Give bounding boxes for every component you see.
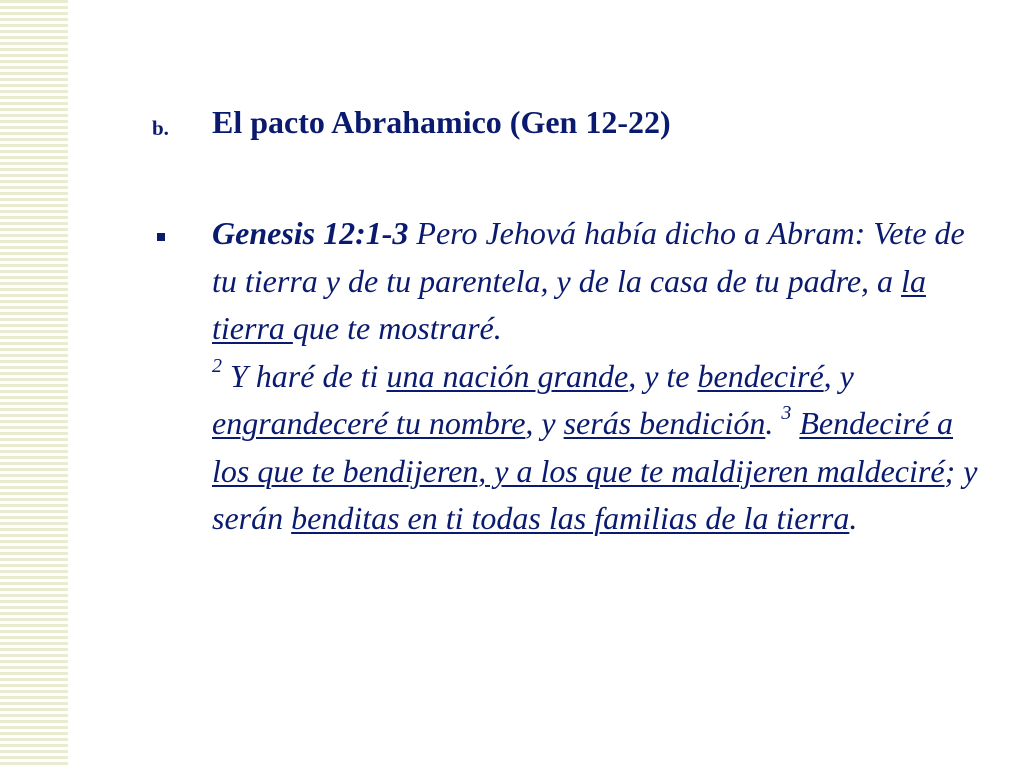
verse-segment: . xyxy=(765,405,782,441)
verse-text xyxy=(212,210,982,543)
verse-underlined-phrase: benditas en ti todas las familias de la tierra xyxy=(291,500,850,536)
verse-segment: , y xyxy=(525,405,564,441)
heading-list-marker: b. xyxy=(152,116,169,140)
section-heading xyxy=(152,104,972,154)
verse-underlined-phrase: bendeciré xyxy=(697,357,824,394)
verse-underlined-phrase: engrandeceré tu nombre xyxy=(212,405,526,441)
verse-segment: Pero Jehová había dicho a Abram: Vete de tu tierra y de tu parentela, y de la casa de tu padre, a xyxy=(212,215,965,299)
verse-segment: , y te xyxy=(628,357,698,394)
verse-segment: . xyxy=(849,500,858,536)
verse-reference: Genesis 12:1-3 xyxy=(212,215,409,251)
verse-underlined-phrase: serás bendición xyxy=(563,405,766,441)
verse-segment: Y haré de ti xyxy=(222,357,387,394)
decorative-stripe-band xyxy=(0,0,68,768)
verse-number: 3 xyxy=(781,402,792,424)
verse-segment: ; y serán xyxy=(212,452,978,536)
verse-segment: que te mostraré. xyxy=(292,310,502,346)
verse-segment: , y xyxy=(823,357,854,394)
verse-underlined-phrase: Bendeciré a los que te bendijeren, y a los que te maldijeren maldeciré xyxy=(212,405,954,489)
verse-underlined-phrase: la tierra xyxy=(212,262,926,346)
verse-underlined-phrase: una nación grande xyxy=(386,357,629,394)
verse-number: 2 xyxy=(212,354,222,377)
bullet-square-icon xyxy=(157,233,165,241)
heading-title: El pacto Abrahamico (Gen 12-22) xyxy=(212,104,671,140)
